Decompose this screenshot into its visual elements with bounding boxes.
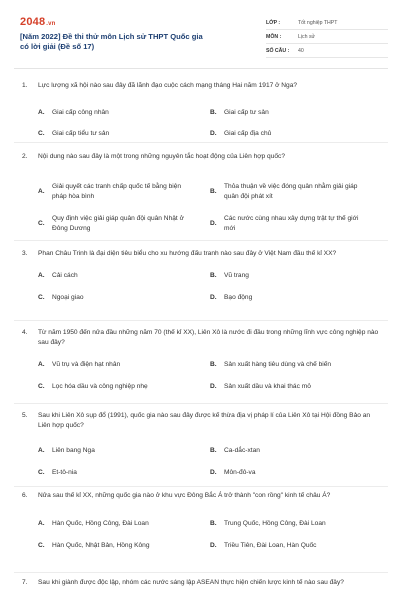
option-letter: C.: [38, 383, 45, 390]
option-text: Giai cấp công nhân: [52, 109, 109, 116]
option-text: Các nước cùng nhau xây dựng trật tự thế giới mới: [224, 215, 359, 232]
logo-main: 2048: [20, 16, 46, 28]
question-text: Nửa sau thế kỉ XX, những quốc gia nào ở khu vực Đông Bắc Á trở thành "con rồng" kinh tế châu Á?: [38, 492, 331, 499]
option-letter: C.: [38, 469, 45, 476]
option-text: Vũ trang: [224, 272, 249, 279]
option-c[interactable]: [38, 129, 206, 139]
option-text: Giai cấp tiểu tư sản: [52, 130, 110, 137]
option-text: Et-tô-nia: [52, 469, 77, 476]
question-number: 6.: [22, 492, 28, 499]
question-text: Nội dung nào sau đây là một trong những nguyên tắc hoạt động của Liên hợp quốc?: [38, 153, 286, 160]
meta-value: Lịch sử: [298, 33, 316, 40]
meta-label: LỚP :: [266, 19, 281, 26]
question-7: [22, 578, 380, 588]
logo-suffix: .vn: [46, 21, 56, 27]
question-divider: [14, 320, 388, 321]
option-text: Giai cấp tư sản: [224, 109, 269, 116]
option-text: Môn-đô-va: [224, 469, 256, 476]
option-letter: B.: [210, 520, 217, 527]
option-a[interactable]: [38, 108, 206, 118]
option-letter: A.: [38, 361, 45, 368]
option-text: Vũ trụ và điện hạt nhân: [52, 361, 121, 368]
option-d[interactable]: [210, 214, 378, 234]
option-text: Triều Tiên, Đài Loan, Hàn Quốc: [224, 542, 317, 549]
option-a[interactable]: [38, 360, 206, 370]
meta-label: MÔN :: [266, 33, 282, 40]
question-divider: [14, 403, 388, 404]
option-d[interactable]: [210, 293, 378, 303]
option-d[interactable]: [210, 382, 378, 392]
meta-row-subject: [266, 30, 388, 44]
option-d[interactable]: [210, 468, 378, 478]
option-text: Giải quyết các tranh chấp quốc tế bằng biện pháp hòa bình: [52, 183, 182, 200]
option-letter: A.: [38, 447, 45, 454]
option-letter: D.: [210, 294, 217, 301]
option-letter: B.: [210, 447, 217, 454]
option-a[interactable]: [38, 182, 206, 202]
meta-row-count: [266, 44, 388, 58]
question-number: 7.: [22, 579, 28, 586]
question-number: 4.: [22, 329, 28, 336]
option-letter: D.: [210, 220, 217, 227]
question-3: [22, 249, 380, 309]
option-letter: D.: [210, 469, 217, 476]
option-letter: A.: [38, 188, 45, 195]
option-text: Cải cách: [52, 272, 78, 279]
option-b[interactable]: [210, 446, 378, 456]
option-letter: C.: [38, 220, 45, 227]
meta-label: SỐ CÂU :: [266, 47, 290, 54]
question-divider: [14, 486, 388, 487]
option-letter: C.: [38, 130, 45, 137]
option-letter: D.: [210, 130, 217, 137]
option-text: Quy định việc giải giáp quân đội quân Nhật ở Đông Dương: [52, 215, 184, 232]
question-divider: [14, 240, 388, 241]
option-text: Bạo động: [224, 294, 253, 301]
option-c[interactable]: [38, 293, 206, 303]
question-number: 5.: [22, 412, 28, 419]
option-b[interactable]: [210, 108, 378, 118]
option-b[interactable]: [210, 360, 378, 370]
option-letter: C.: [38, 294, 45, 301]
option-text: Giai cấp địa chủ: [224, 130, 272, 137]
question-divider: [14, 572, 388, 573]
option-text: Sản xuất dầu và khai thác mỏ: [224, 383, 311, 390]
header-divider: [14, 68, 388, 69]
question-divider: [14, 142, 388, 143]
question-number: 1.: [22, 82, 28, 89]
option-b[interactable]: [210, 519, 378, 529]
site-logo[interactable]: [20, 16, 56, 28]
page-title: [Năm 2022] Đề thi thử môn Lịch sử THPT Quốc gia có lời giải (Đề số 17): [20, 32, 203, 51]
option-a[interactable]: [38, 519, 206, 529]
option-text: Trung Quốc, Hồng Công, Đài Loan: [224, 520, 326, 527]
question-number: 2.: [22, 153, 28, 160]
option-letter: D.: [210, 542, 217, 549]
question-5: [22, 411, 380, 481]
option-a[interactable]: [38, 446, 206, 456]
page-header: [14, 12, 388, 64]
option-letter: A.: [38, 109, 45, 116]
question-1: [22, 81, 380, 141]
option-c[interactable]: [38, 382, 206, 392]
option-text: Liên bang Nga: [52, 447, 95, 454]
option-letter: C.: [38, 542, 45, 549]
option-b[interactable]: [210, 182, 378, 202]
question-text: Sau khi giành được độc lập, nhóm các nước sáng lập ASEAN thực hiện chiến lược kinh tế nào sau đây?: [38, 579, 344, 586]
meta-value: Tốt nghiệp THPT: [298, 19, 338, 26]
option-letter: A.: [38, 272, 45, 279]
question-2: [22, 152, 380, 232]
option-a[interactable]: [38, 271, 206, 281]
option-text: Thỏa thuận về việc đóng quân nhằm giải giáp quân đội phát xít: [224, 183, 358, 200]
option-c[interactable]: [38, 214, 206, 234]
option-letter: D.: [210, 383, 217, 390]
meta-value: 40: [298, 47, 304, 54]
option-d[interactable]: [210, 129, 378, 139]
option-text: Hàn Quốc, Nhật Bản, Hồng Kông: [52, 542, 150, 549]
option-letter: B.: [210, 109, 217, 116]
question-text: Phan Châu Trinh là đại diện tiêu biểu cho xu hướng đấu tranh nào sau đây ở Việt Nam đầu thế kỉ XX?: [38, 250, 337, 257]
option-letter: B.: [210, 361, 217, 368]
option-letter: B.: [210, 188, 217, 195]
option-text: Ca-dắc-xtan: [224, 447, 260, 454]
option-d[interactable]: [210, 541, 378, 551]
question-text: Lực lượng xã hội nào sau đây đã lãnh đạo cuộc cách mạng tháng Hai năm 1917 ở Nga?: [38, 82, 298, 89]
option-c[interactable]: [38, 468, 206, 478]
option-letter: A.: [38, 520, 45, 527]
meta-row-class: [266, 16, 388, 30]
option-b[interactable]: [210, 271, 378, 281]
option-c[interactable]: [38, 541, 206, 551]
option-text: Ngoại giao: [52, 294, 84, 301]
option-text: Hàn Quốc, Hồng Công, Đài Loan: [52, 520, 149, 527]
question-4: [22, 328, 380, 398]
question-number: 3.: [22, 250, 28, 257]
exam-meta: [266, 16, 388, 58]
option-letter: B.: [210, 272, 217, 279]
option-text: Lọc hóa dầu và công nghiệp nhẹ: [52, 383, 148, 390]
option-text: Sản xuất hàng tiêu dùng và chế biến: [224, 361, 332, 368]
question-6: [22, 491, 380, 551]
question-text: Sau khi Liên Xô sụp đổ (1991), quốc gia nào sau đây được kế thừa địa vị pháp lí của Liên Xô tại Hội đồng Bảo an Liên hợp quốc?: [38, 412, 371, 429]
question-text: Từ năm 1950 đến nửa đầu những năm 70 (thế kỉ XX), Liên Xô là nước đi đầu trong những lĩnh vực công nghiệp nào sau đây?: [38, 329, 379, 346]
